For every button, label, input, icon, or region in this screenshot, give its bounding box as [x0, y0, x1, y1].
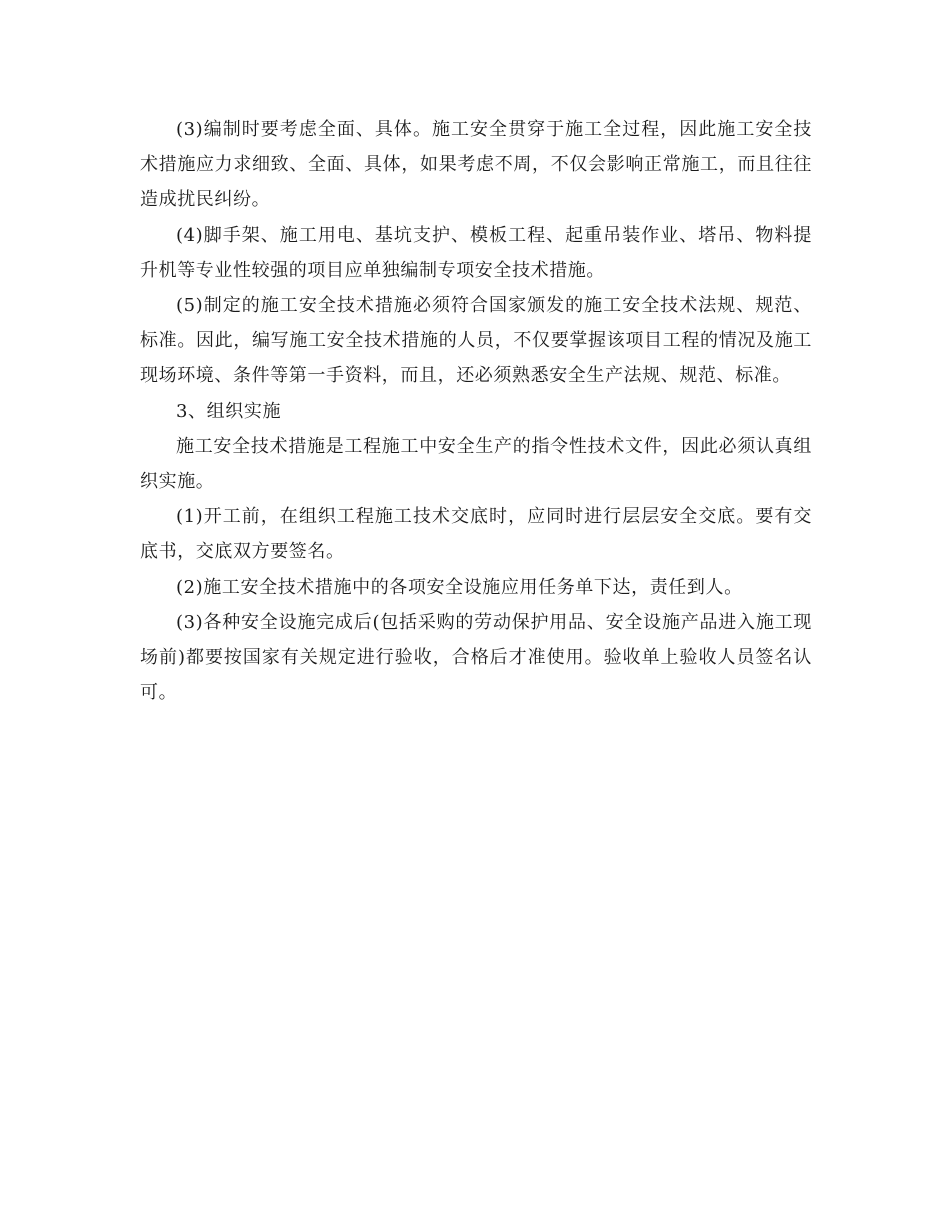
paragraph-item-5-regulations: (5)制定的施工安全技术措施必须符合国家颁发的施工安全技术法规、规范、标准。因此，编写施工安全技术措施的人员，不仅要掌握该项目工程的情况及施工现场环境、条件等第一手资料，而且，还必须熟悉安全生产法规、规范、标准。	[140, 295, 812, 387]
document-body	[140, 112, 812, 710]
paragraph-item-3-acceptance: (3)各种安全设施完成后(包括采购的劳动保护用品、安全设施产品进入施工现场前)都要按国家有关规定进行验收，合格后才准使用。验收单上验收人员签名认可。	[140, 611, 812, 704]
section-heading-organize-implementation: 3、组织实施	[176, 400, 282, 422]
paragraph-item-4-special-measures: (4)脚手架、施工用电、基坑支护、模板工程、起重吊装作业、塔吊、物料提升机等专业性较强的项目应单独编制专项安全技术措施。	[140, 224, 812, 281]
paragraph-item-1-before-start: (1)开工前，在组织工程施工技术交底时，应同时进行层层安全交底。要有交底书，交底双方要签名。	[140, 506, 812, 563]
paragraph-item-2-task-orders: (2)施工安全技术措施中的各项安全设施应用任务单下达，责任到人。	[176, 576, 743, 598]
paragraph-implementation-intro: 施工安全技术措施是工程施工中安全生产的指令性技术文件，因此必须认真组织实施。	[140, 435, 812, 493]
paragraph-item-3-comprehensive: (3)编制时要考虑全面、具体。施工安全贯穿于施工全过程，因此施工安全技术措施应力求细致、全面、具体，如果考虑不周，不仅会影响正常施工，而且往往造成扰民纠纷。	[140, 119, 812, 211]
